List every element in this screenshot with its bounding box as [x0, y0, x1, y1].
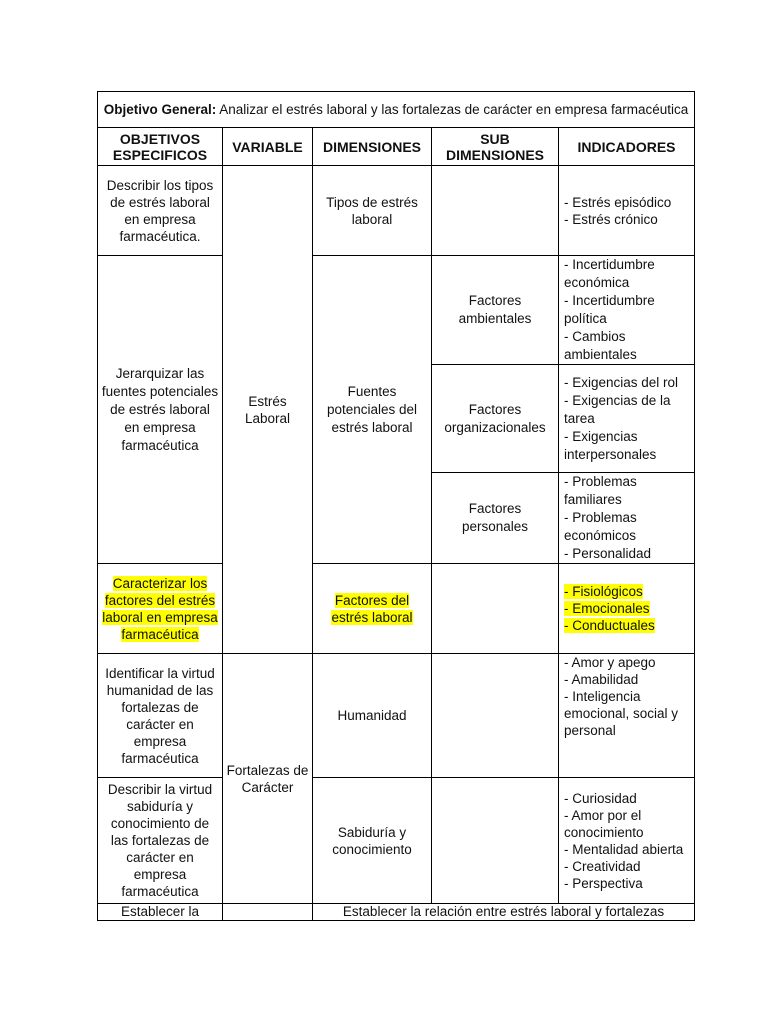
variable-estres-cell: Estrés Laboral: [223, 166, 313, 654]
dimension-highlighted: Factores del estrés laboral: [331, 592, 413, 625]
indicator-item: - Incertidumbre económica: [564, 257, 655, 290]
header-dimensiones: DIMENSIONES: [313, 128, 432, 166]
indicator-cell: [559, 778, 695, 904]
table-row: [98, 654, 695, 778]
objective-highlighted: Caracterizar los factores del estrés laboral en empresa farmacéutica: [102, 575, 218, 642]
general-objective-text: Analizar el estrés laboral y las fortalezas de carácter en empresa farmacéutica: [216, 102, 689, 117]
header-objetivos: OBJETIVOS ESPECIFICOS: [98, 128, 223, 166]
indicator-item: - Fisiológicos: [564, 584, 643, 599]
dimension-cell: Fuentes potenciales del estrés laboral: [313, 256, 432, 564]
general-objective-label: Objetivo General:: [103, 102, 217, 117]
sub-dimension-cell: Factores organizacionales: [432, 365, 559, 473]
indicator-item: - Personalidad: [564, 546, 652, 561]
objective-cell: Establecer la: [98, 904, 223, 921]
indicator-cell: [559, 166, 695, 256]
objective-cell: Describir la virtud sabiduría y conocimiento de las fortalezas de carácter en empresa farmacéutica: [98, 778, 223, 904]
indicator-line: [564, 600, 691, 617]
general-objective-row: [98, 92, 695, 128]
indicator-item: - Conductuales: [564, 618, 655, 633]
header-sub-dimensiones: SUB DIMENSIONES: [432, 128, 559, 166]
objective-cell: [98, 564, 223, 654]
indicator-item: - Emocionales: [564, 601, 650, 616]
indicator-item: - Exigencias del rol: [564, 374, 679, 390]
indicator-item: - Cambios ambientales: [564, 329, 637, 362]
indicator-item: - Inteligencia emocional, social y personal: [564, 689, 679, 738]
operationalization-table: [97, 91, 695, 921]
indicator-cell: [559, 473, 695, 564]
sub-dimension-cell: [432, 654, 559, 778]
sub-dimension-cell: Factores personales: [432, 473, 559, 564]
indicator-item: - Mentalidad abierta: [564, 841, 684, 857]
indicator-item: - Problemas económicos: [564, 510, 637, 543]
table-row: [98, 778, 695, 904]
sub-dimension-cell: [432, 166, 559, 256]
indicator-cell: [559, 564, 695, 654]
indicator-cell: [559, 654, 695, 778]
indicator-cell: [559, 256, 695, 365]
indicator-item: - Estrés crónico: [564, 211, 658, 227]
indicator-cell: [559, 365, 695, 473]
sub-dimension-cell: Factores ambientales: [432, 256, 559, 365]
indicator-line: [564, 583, 691, 600]
dimension-cell: Tipos de estrés laboral: [313, 166, 432, 256]
indicator-item: - Creatividad: [564, 858, 641, 874]
sub-dimension-cell: [432, 778, 559, 904]
table-row: [98, 166, 695, 256]
objective-cell: Identificar la virtud humanidad de las fortalezas de carácter en empresa farmacéutica: [98, 654, 223, 778]
indicator-item: - Exigencias interpersonales: [564, 428, 657, 462]
indicator-item: - Exigencias de la tarea: [564, 392, 671, 426]
header-row: [98, 128, 695, 166]
objective-cell: Describir los tipos de estrés laboral en empresa farmacéutica.: [98, 166, 223, 256]
indicator-item: - Curiosidad: [564, 790, 637, 806]
dimension-cell: Humanidad: [313, 654, 432, 778]
header-variable: VARIABLE: [223, 128, 313, 166]
variable-fortalezas-cell: Fortalezas de Carácter: [223, 654, 313, 904]
header-indicadores: INDICADORES: [559, 128, 695, 166]
dimension-cell: [313, 564, 432, 654]
table-row: [98, 904, 695, 921]
variable-cell: [223, 904, 313, 921]
table-row: [98, 256, 695, 365]
indicator-item: - Incertidumbre política: [564, 293, 655, 326]
table-row: [98, 564, 695, 654]
indicator-line: [564, 617, 691, 634]
indicator-item: - Amabilidad: [564, 672, 639, 687]
dimension-cell: Sabiduría y conocimiento: [313, 778, 432, 904]
sub-dimension-cell: [432, 564, 559, 654]
indicator-item: - Estrés episódico: [564, 194, 672, 210]
objective-cell: Jerarquizar las fuentes potenciales de estrés laboral en empresa farmacéutica: [98, 256, 223, 564]
general-objective-cell: [98, 92, 695, 128]
indicator-item: - Amor y apego: [564, 655, 656, 670]
indicator-item: - Amor por el conocimiento: [564, 807, 644, 840]
relation-cell: Establecer la relación entre estrés laboral y fortalezas: [313, 904, 695, 921]
indicator-item: - Problemas familiares: [564, 474, 637, 507]
indicator-item: - Perspectiva: [564, 875, 643, 891]
